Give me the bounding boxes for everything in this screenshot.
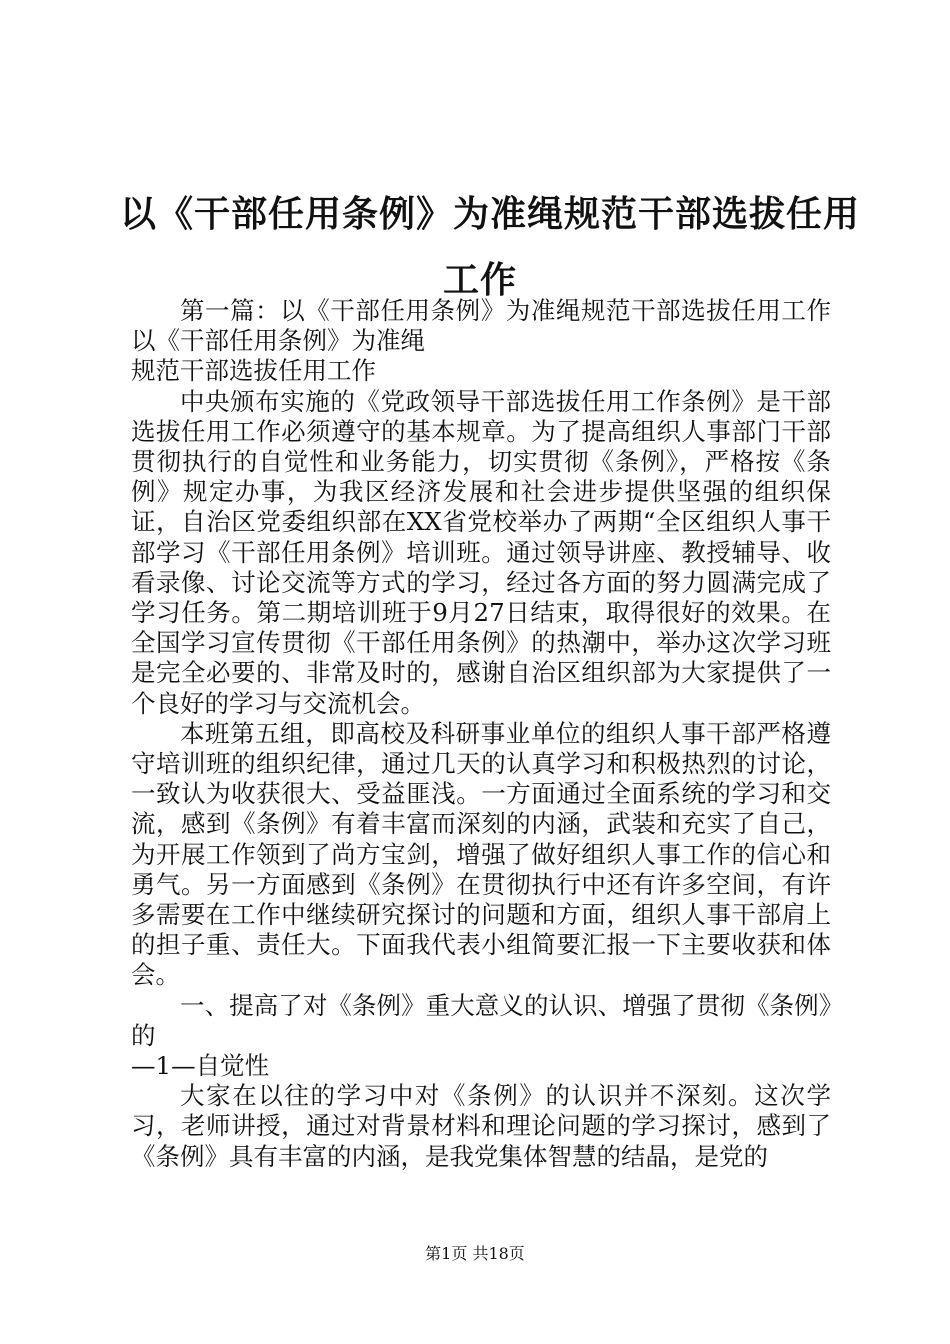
page-footer: 第1页 共18页 <box>425 1244 525 1263</box>
document-title <box>120 182 861 314</box>
paragraph-section-heading: 第一篇：以《干部任用条例》为准绳规范干部选拔任用工作以《干部任用条例》为准绳 <box>131 296 831 356</box>
title-line-1: 以《干部任用条例》为准绳规范干部选拔任用 <box>120 194 861 235</box>
title-line-2: 工作 <box>442 260 517 301</box>
paragraph-intro: 中央颁布实施的《党政领导干部选拔任用工作条例》是干部选拔任用工作必须遵守的基本规章。为了提高组织人事部门干部贯彻执行的自觉性和业务能力，切实贯彻《条例》，严格按《条例》规定办事，为我区经济发展和社会进步提供坚强的组织保证，自治区党委组织部在XX省党校举办了两期“全区组织人事干部学习《干部任用条例》培训班。通过领导讲座、教授辅导、收看录像、讨论交流等方式的学习，经过各方面的努力圆满完成了学习任务。第二期培训班于9月27日结束，取得很好的效果。在全国学习宣传贯彻《干部任用条例》的热潮中，举办这次学习班是完全必要的、非常及时的，感谢自治区组织部为大家提供了一个良好的学习与交流机会。 <box>131 386 831 718</box>
paragraph-page-marker: —1—自觉性 <box>131 1051 270 1081</box>
paragraph-subheading: 规范干部选拔任用工作 <box>131 356 376 386</box>
paragraph-point-one: 一、提高了对《条例》重大意义的认识、增强了贯彻《条例》的 <box>131 990 831 1050</box>
paragraph-group-five: 本班第五组，即高校及科研事业单位的组织人事干部严格遵守培训班的组织纪律，通过几天的认真学习和积极热烈的讨论，一致认为收获很大、受益匪浅。一方面通过全面系统的学习和交流，感到《条例》有着丰富而深刻的内涵，武装和充实了自己，为开展工作领到了尚方宝剑，增强了做好组织人事工作的信心和勇气。另一方面感到《条例》在贯彻执行中还有许多空间，有许多需要在工作中继续研究探讨的问题和方面，组织人事干部肩上的担子重、责任大。下面我代表小组简要汇报一下主要收获和体会。 <box>131 718 831 990</box>
document-body <box>131 296 831 1172</box>
paragraph-study: 大家在以往的学习中对《条例》的认识并不深刻。这次学习，老师讲授，通过对背景材料和理论问题的学习探讨，感到了《条例》具有丰富的内涵，是我党集体智慧的结晶，是党的 <box>131 1081 831 1171</box>
